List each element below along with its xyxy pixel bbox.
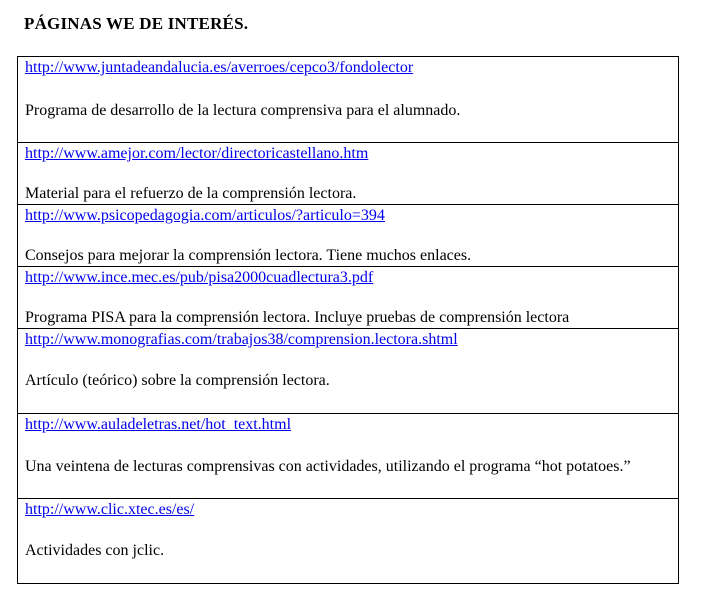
- row-link[interactable]: http://www.amejor.com/lector/directoricastellano.htm: [25, 145, 369, 162]
- row-link[interactable]: http://www.clic.xtec.es/es/: [25, 501, 195, 518]
- table-row: [18, 498, 678, 583]
- row-description: Consejos para mejorar la comprensión lectora. Tiene muchos enlaces.: [25, 247, 472, 264]
- row-link[interactable]: http://www.auladeletras.net/hot_text.html: [25, 416, 292, 433]
- row-description: Una veintena de lecturas comprensivas con actividades, utilizando el programa “hot potatoes.”: [25, 458, 631, 475]
- row-description: Actividades con jclic.: [25, 542, 165, 559]
- row-link[interactable]: http://www.ince.mec.es/pub/pisa2000cuadlectura3.pdf: [25, 269, 374, 286]
- page-title: PÁGINAS WE DE INTERÉS.: [24, 14, 249, 33]
- row-description: Material para el refuerzo de la comprensión lectora.: [25, 185, 357, 202]
- row-link[interactable]: http://www.monografias.com/trabajos38/comprension.lectora.shtml: [25, 331, 458, 348]
- table-row: [18, 57, 678, 142]
- table-row: [18, 266, 678, 328]
- row-description: Programa de desarrollo de la lectura comprensiva para el alumnado.: [25, 102, 461, 119]
- row-link[interactable]: http://www.juntadeandalucia.es/averroes/cepco3/fondolector: [25, 59, 414, 76]
- table-row: [18, 328, 678, 413]
- links-table: [17, 56, 679, 584]
- table-row: [18, 204, 678, 266]
- table-row: [18, 413, 678, 498]
- table-row: [18, 142, 678, 204]
- row-description: Artículo (teórico) sobre la comprensión lectora.: [25, 372, 330, 389]
- row-description: Programa PISA para la comprensión lectora. Incluye pruebas de comprensión lectora: [25, 309, 570, 326]
- row-link[interactable]: http://www.psicopedagogia.com/articulos/?articulo=394: [25, 207, 385, 224]
